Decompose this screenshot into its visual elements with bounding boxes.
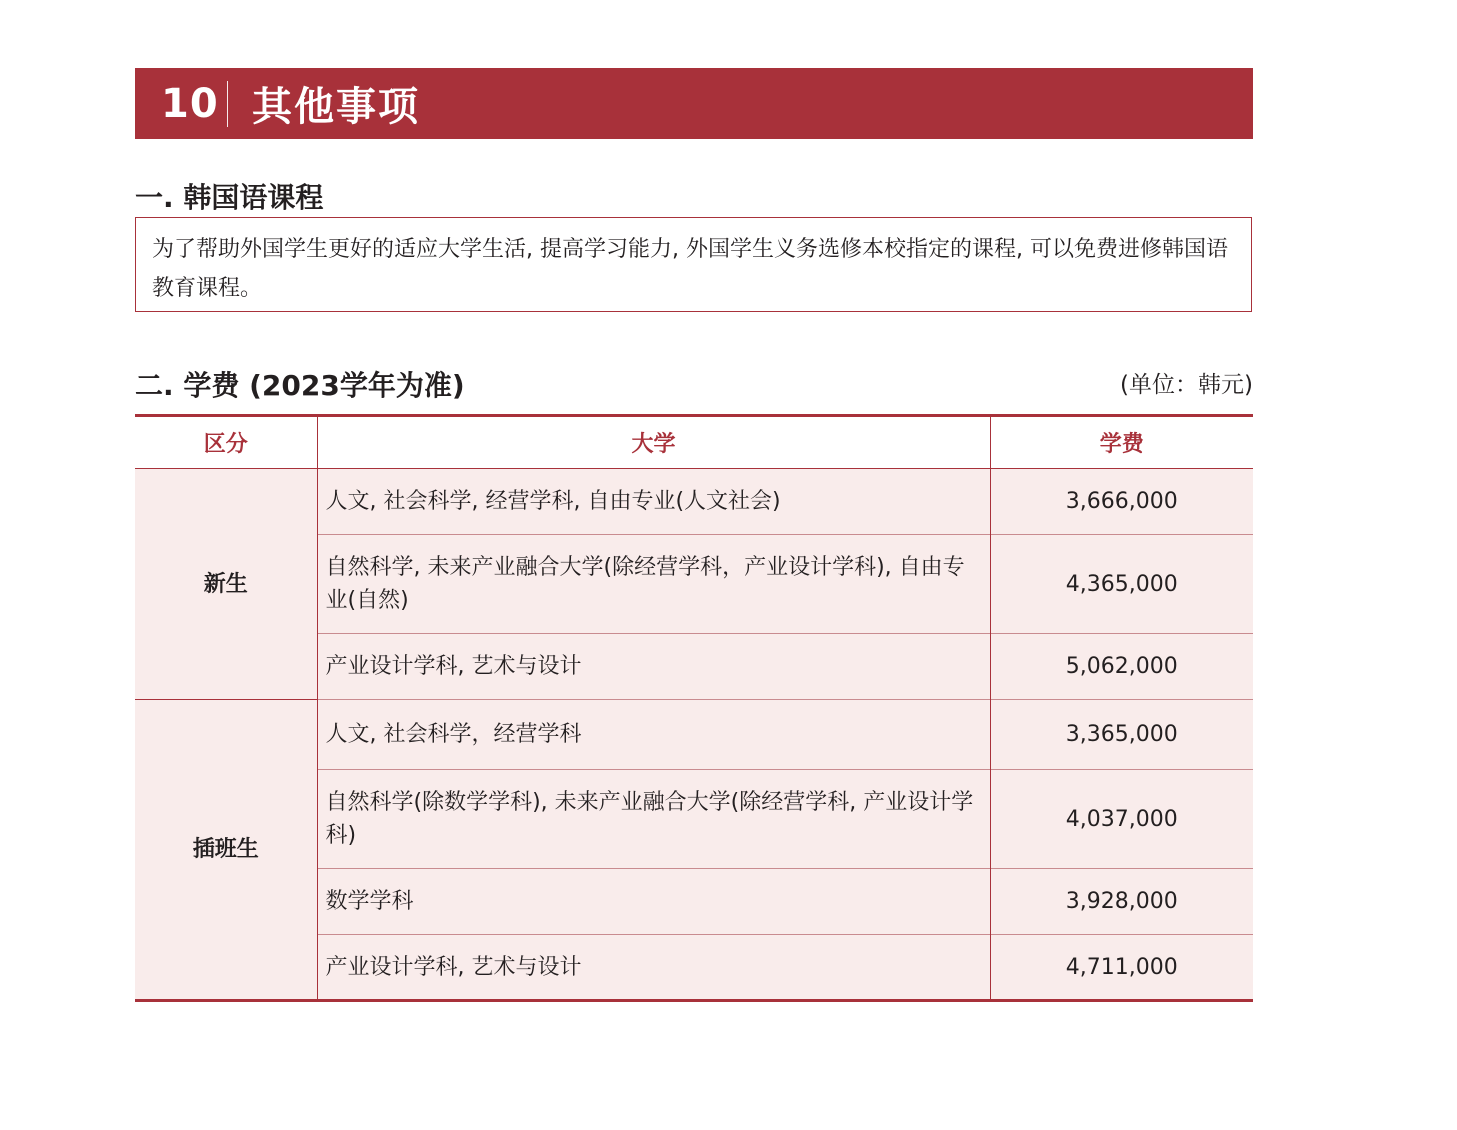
fee-cell: 5,062,000 [990, 634, 1253, 700]
college-cell: 产业设计学科, 艺术与设计 [317, 634, 990, 700]
korean-course-heading: 一. 韩国语课程 [135, 181, 324, 214]
header-fee: 学费 [990, 416, 1253, 469]
college-cell: 人文, 社会科学, 经营学科, 自由专业(人文社会) [317, 469, 990, 535]
tuition-table [135, 414, 1253, 1002]
college-cell: 自然科学(除数学学科), 未来产业融合大学(除经营学科, 产业设计学科) [317, 770, 990, 869]
group-label-transfer: 插班生 [135, 700, 317, 1001]
table-row [135, 700, 1253, 770]
section-title: 其他事项 [252, 84, 420, 130]
college-cell: 产业设计学科, 艺术与设计 [317, 935, 990, 1001]
fee-cell: 4,037,000 [990, 770, 1253, 869]
fee-cell: 4,365,000 [990, 535, 1253, 634]
group-label-freshman: 新生 [135, 469, 317, 700]
section-number: 10 [161, 80, 219, 127]
header-category: 区分 [135, 416, 317, 469]
fee-cell: 4,711,000 [990, 935, 1253, 1001]
korean-course-text: 为了帮助外国学生更好的适应大学生活, 提高学习能力, 外国学生义务选修本校指定的课程, 可以免费进修韩国语教育课程。 [152, 237, 1228, 301]
college-cell: 人文, 社会科学，经营学科 [317, 700, 990, 770]
college-cell: 自然科学, 未来产业融合大学(除经营学科，产业设计学科), 自由专业(自然) [317, 535, 990, 634]
fee-cell: 3,365,000 [990, 700, 1253, 770]
table-header-row [135, 416, 1253, 469]
fee-cell: 3,928,000 [990, 869, 1253, 935]
fee-cell: 3,666,000 [990, 469, 1253, 535]
korean-course-description [135, 217, 1252, 312]
tuition-heading: 二. 学费 (2023学年为准) [135, 369, 465, 402]
currency-unit-note: (单位：韩元) [1120, 372, 1253, 398]
section-banner [135, 68, 1253, 139]
header-college: 大学 [317, 416, 990, 469]
banner-divider [227, 81, 228, 127]
table-row [135, 469, 1253, 535]
college-cell: 数学学科 [317, 869, 990, 935]
